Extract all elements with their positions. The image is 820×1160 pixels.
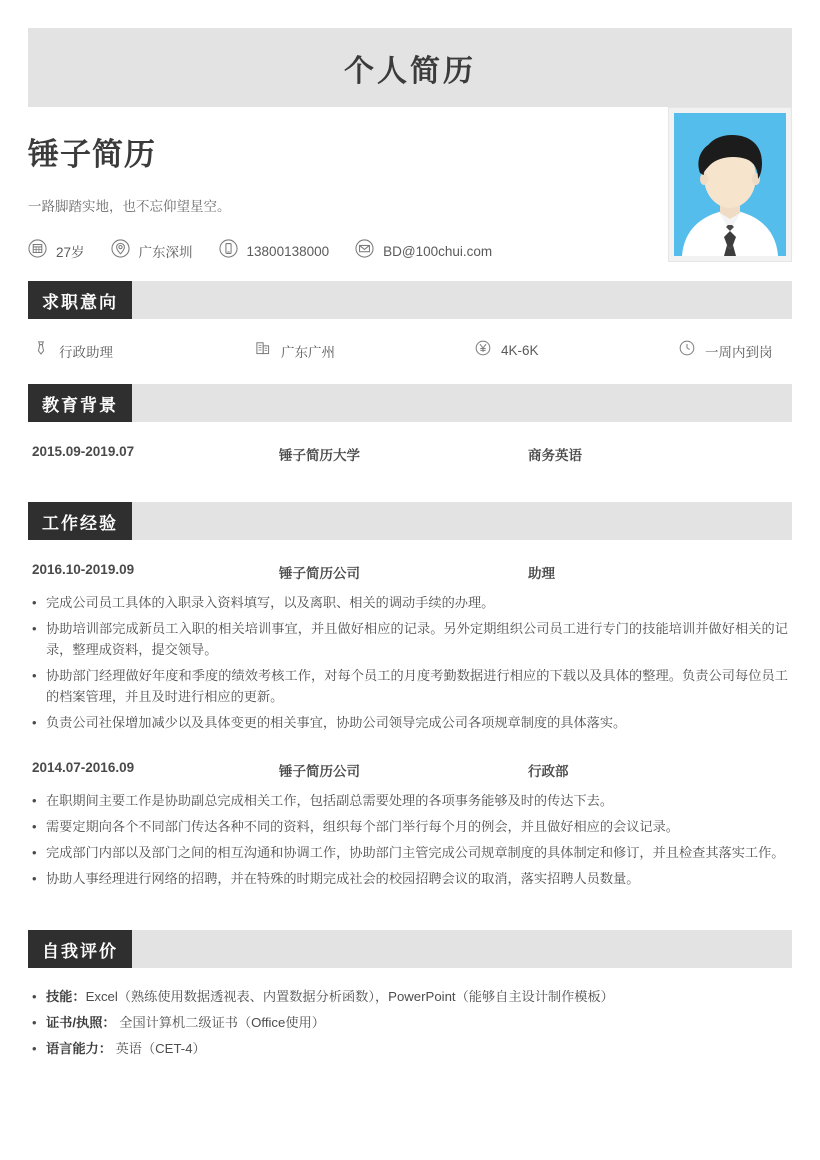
work-bullets	[28, 592, 792, 733]
resume-banner	[28, 28, 792, 107]
section-work-header	[28, 502, 792, 540]
list-item	[32, 712, 788, 733]
building-icon	[254, 339, 272, 362]
intent-salary-text: 4K-6K	[501, 343, 539, 358]
list-item	[32, 986, 788, 1007]
contact-age-text: 27岁	[56, 245, 85, 260]
bullet-dot-icon: •	[32, 621, 37, 636]
bullet-dot-icon: •	[32, 819, 37, 834]
envelope-icon	[355, 239, 374, 263]
avatar	[668, 107, 792, 262]
avatar-illustration	[674, 113, 786, 256]
education-major: 商务英语	[528, 448, 582, 463]
contact-email-text: BD@100chui.com	[383, 243, 493, 259]
certificate-value: 全国计算机二级证书（Office使用）	[115, 1015, 325, 1030]
job-intention-row	[28, 319, 792, 362]
intent-city	[254, 339, 474, 362]
location-pin-icon	[111, 239, 130, 263]
section-title-education: 教育背景	[28, 384, 132, 422]
bullet-dot-icon: •	[32, 1015, 37, 1030]
bullet-dot-icon: •	[32, 845, 37, 860]
bullet-dot-icon: •	[32, 989, 37, 1004]
contact-email	[355, 239, 492, 263]
bullet-text	[46, 986, 788, 1007]
bullet-dot-icon: •	[32, 715, 37, 730]
bullet-dot-icon: •	[32, 668, 37, 683]
intent-availability-text: 一周内到岗	[705, 344, 773, 360]
work-company: 锤子简历公司	[279, 566, 360, 581]
bullet-text	[46, 1038, 788, 1059]
list-item	[32, 618, 788, 660]
list-item	[32, 592, 788, 613]
bullet-dot-icon: •	[32, 871, 37, 886]
work-period: 2016.10-2019.09	[32, 562, 135, 577]
intent-availability	[678, 339, 773, 362]
bullet-text: 在职期间主要工作是协助副总完成相关工作，包括副总需要处理的各项事务能够及时的传达下去。	[46, 793, 614, 808]
self-evaluation-list	[28, 986, 792, 1059]
section-title-self-evaluation: 自我评价	[28, 930, 132, 968]
list-item	[32, 842, 788, 863]
bullet-dot-icon: •	[32, 1041, 37, 1056]
bullet-text: 协助部门经理做好年度和季度的绩效考核工作，对每个员工的月度考勤数据进行相应的下载以及具体的整理。负责公司每位员工的档案管理，并且及时进行相应的更新。	[46, 668, 788, 704]
intent-city-text: 广东广州	[281, 344, 335, 360]
bullet-text: 负责公司社保增加减少以及具体变更的相关事宜，协助公司领导完成公司各项规章制度的具体落实。	[46, 715, 627, 730]
education-entry	[28, 422, 792, 464]
certificate-label: 证书/执照：	[46, 1015, 116, 1030]
yen-icon	[474, 339, 492, 362]
list-item	[32, 816, 788, 837]
bullet-text: 完成部门内部以及部门之间的相互沟通和协调工作，协助部门主管完成公司规章制度的具体制定和修订，并且检查其落实工作。	[46, 845, 785, 860]
list-item	[32, 1038, 788, 1059]
list-item	[32, 1012, 788, 1033]
intent-salary	[474, 339, 678, 362]
bullet-dot-icon: •	[32, 793, 37, 808]
bullet-text	[46, 1012, 788, 1033]
work-period: 2014.07-2016.09	[32, 760, 135, 775]
section-job-intention-header	[28, 281, 792, 319]
necktie-icon	[32, 339, 50, 362]
contact-age	[28, 239, 85, 263]
candidate-name: 锤子简历	[28, 137, 156, 172]
language-label: 语言能力：	[46, 1041, 112, 1056]
page-title: 个人简历	[344, 54, 476, 88]
identity-block	[28, 107, 792, 279]
calendar-icon	[28, 239, 47, 263]
section-title-job-intention: 求职意向	[28, 281, 132, 319]
work-entry	[28, 738, 792, 780]
skill-value: Excel（熟练使用数据透视表、内置数据分析函数），PowerPoint（能够自主设计制作模板）	[85, 989, 614, 1004]
list-item	[32, 790, 788, 811]
language-value: 英语（CET-4）	[111, 1041, 206, 1056]
bullet-text: 协助人事经理进行网络的招聘，并在特殊的时期完成社会的校园招聘会议的取消，落实招聘人员数量。	[46, 871, 640, 886]
list-item	[32, 665, 788, 707]
bullet-text: 协助培训部完成新员工入职的相关培训事宜，并且做好相应的记录。另外定期组织公司员工进行专门的技能培训并做好相关的记录，整理成资料，提交领导。	[46, 621, 788, 657]
work-bullets	[28, 790, 792, 889]
section-title-work: 工作经验	[28, 502, 132, 540]
section-education-header	[28, 384, 792, 422]
clock-icon	[678, 339, 696, 362]
work-role: 行政部	[528, 764, 569, 779]
section-self-evaluation-header	[28, 930, 792, 968]
bullet-text: 需要定期向各个不同部门传达各种不同的资料，组织每个部门举行每个月的例会，并且做好相应的会议记录。	[46, 819, 679, 834]
work-role: 助理	[528, 566, 555, 581]
contact-location-text: 广东深圳	[138, 245, 193, 260]
list-item	[32, 868, 788, 889]
work-company: 锤子简历公司	[279, 764, 360, 779]
bullet-text: 完成公司员工具体的入职录入资料填写，以及离职、相关的调动手续的办理。	[46, 595, 495, 610]
education-school: 锤子简历大学	[279, 448, 360, 463]
skill-label: 技能：	[46, 989, 86, 1004]
contact-phone	[219, 239, 330, 263]
intent-position	[32, 339, 254, 362]
education-period: 2015.09-2019.07	[32, 444, 135, 459]
candidate-tagline: 一路脚踏实地，也不忘仰望星空。	[28, 199, 231, 214]
work-entry	[28, 540, 792, 582]
contact-phone-text: 13800138000	[246, 243, 330, 259]
bullet-dot-icon: •	[32, 595, 37, 610]
phone-icon	[219, 239, 238, 263]
intent-position-text: 行政助理	[59, 344, 113, 360]
contact-location	[111, 239, 193, 263]
